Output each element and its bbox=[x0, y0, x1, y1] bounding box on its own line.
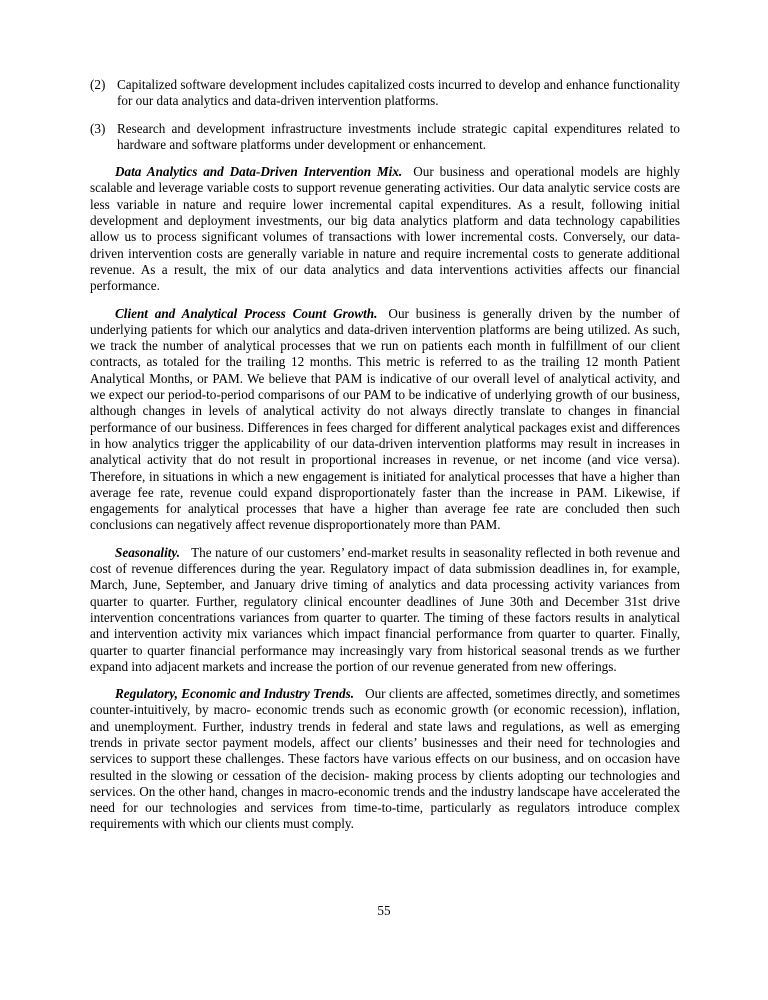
paragraph-text: Our business is generally driven by the number of underlying patients for which our analytics and data-driven intervention platforms are being utilized. As such, we track the number of analytical processes that we run on patients each month in fulfillment of our client contracts, as totaled for the trailing 12 months. This metric is referred to as the trailing 12 month Patient Analytical Months, or PAM. We believe that PAM is indicative of our overall level of analytical activity, and we expect our period-to-period comparisons of our PAM to be indicative of underlying growth of our business, although changes in levels of analytical activity do not always directly translate to changes in financial performance of our business. Differences in fees charged for different analytical packages exist and differences in how analytics trigger the applicability of our data-driven intervention platforms may result in increases in analytical activity that do not result in proportional increases in revenue, or net income (and vice versa). Therefore, in situations in which a new engagement is initiated for analytical processes that have a higher than average fee rate, revenue could expand disproportionately faster than the increase in PAM. Likewise, if engagements for analytical processes that have a higher than average fee rate are concluded then such conclusions can negatively affect revenue disproportionately more than PAM. bbox=[90, 305, 680, 533]
list-item-marker: (3) bbox=[90, 120, 106, 136]
paragraph-lead: Data Analytics and Data-Driven Intervention Mix. bbox=[115, 164, 403, 180]
paragraph bbox=[90, 306, 680, 534]
list-item-text: Research and development infrastructure investments include strategic capital expenditures related to hardware and software platforms under development or enhancement. bbox=[117, 120, 680, 152]
list-item bbox=[90, 121, 680, 154]
paragraph-text: The nature of our customers’ end-market results in seasonality reflected in both revenue and cost of revenue differences during the year. Regulatory impact of data submission deadlines in, for example, March, June, September, and January drive timing of analytics and data processing activity variances from quarter to quarter. Further, regulatory clinical encounter deadlines of June 30th and December 31st drive intervention concentrations variances from quarter to quarter. The timing of these factors results in analytical and intervention activity mix variances which impact financial performance from quarter to quarter. Finally, quarter to quarter financial performance may increasingly vary from historical seasonal trends as we further expand into adjacent markets and increase the portion of our revenue generated from new offerings. bbox=[90, 544, 680, 674]
list-item-text: Capitalized software development includes capitalized costs incurred to develop and enhance functionality for our data analytics and data-driven intervention platforms. bbox=[117, 77, 680, 109]
paragraph-lead: Client and Analytical Process Count Growth. bbox=[115, 305, 378, 321]
paragraph-lead: Seasonality. bbox=[115, 544, 181, 560]
paragraph-text: Our business and operational models are highly scalable and leverage variable costs to support revenue generating activities. Our data analytic service costs are less variable in nature and require lower incremental capital expenditures. As a result, following initial development and deployment investments, our big data analytics platform and data technology capabilities allow us to process significant volumes of transactions with lower incremental costs. Conversely, our data- driven intervention costs are generally variable in nature and require incremental costs to generate additional revenue. As a result, the mix of our data analytics and data interventions activities affects our financial performance. bbox=[90, 164, 680, 294]
list-item-marker: (2) bbox=[90, 77, 106, 92]
paragraph-lead: Regulatory, Economic and Industry Trends. bbox=[115, 686, 355, 702]
paragraph bbox=[90, 686, 680, 833]
page-content bbox=[90, 77, 680, 844]
list-item bbox=[90, 77, 680, 110]
paragraph bbox=[90, 545, 680, 675]
paragraph bbox=[90, 164, 680, 294]
page-number: 55 bbox=[377, 903, 391, 918]
paragraph-text: Our clients are affected, sometimes directly, and sometimes counter-intuitively, by macro- economic trends such as economic growth (or economic recession), inflation, and unemployment. Further, industry trends in federal and state laws and regulations, as well as emerging trends in private sector payment models, affect our clients’ businesses and their need for technologies and services to support these challenges. These factors have various effects on our business, and on occasion have resulted in the slowing or cessation of the decision- making process by clients adopting our technologies and services. On the other hand, changes in macro-economic trends and the industry landscape have accelerated the need for our technologies and services from time-to-time, particularly as regulators introduce complex requirements with which our clients must comply. bbox=[90, 686, 681, 832]
